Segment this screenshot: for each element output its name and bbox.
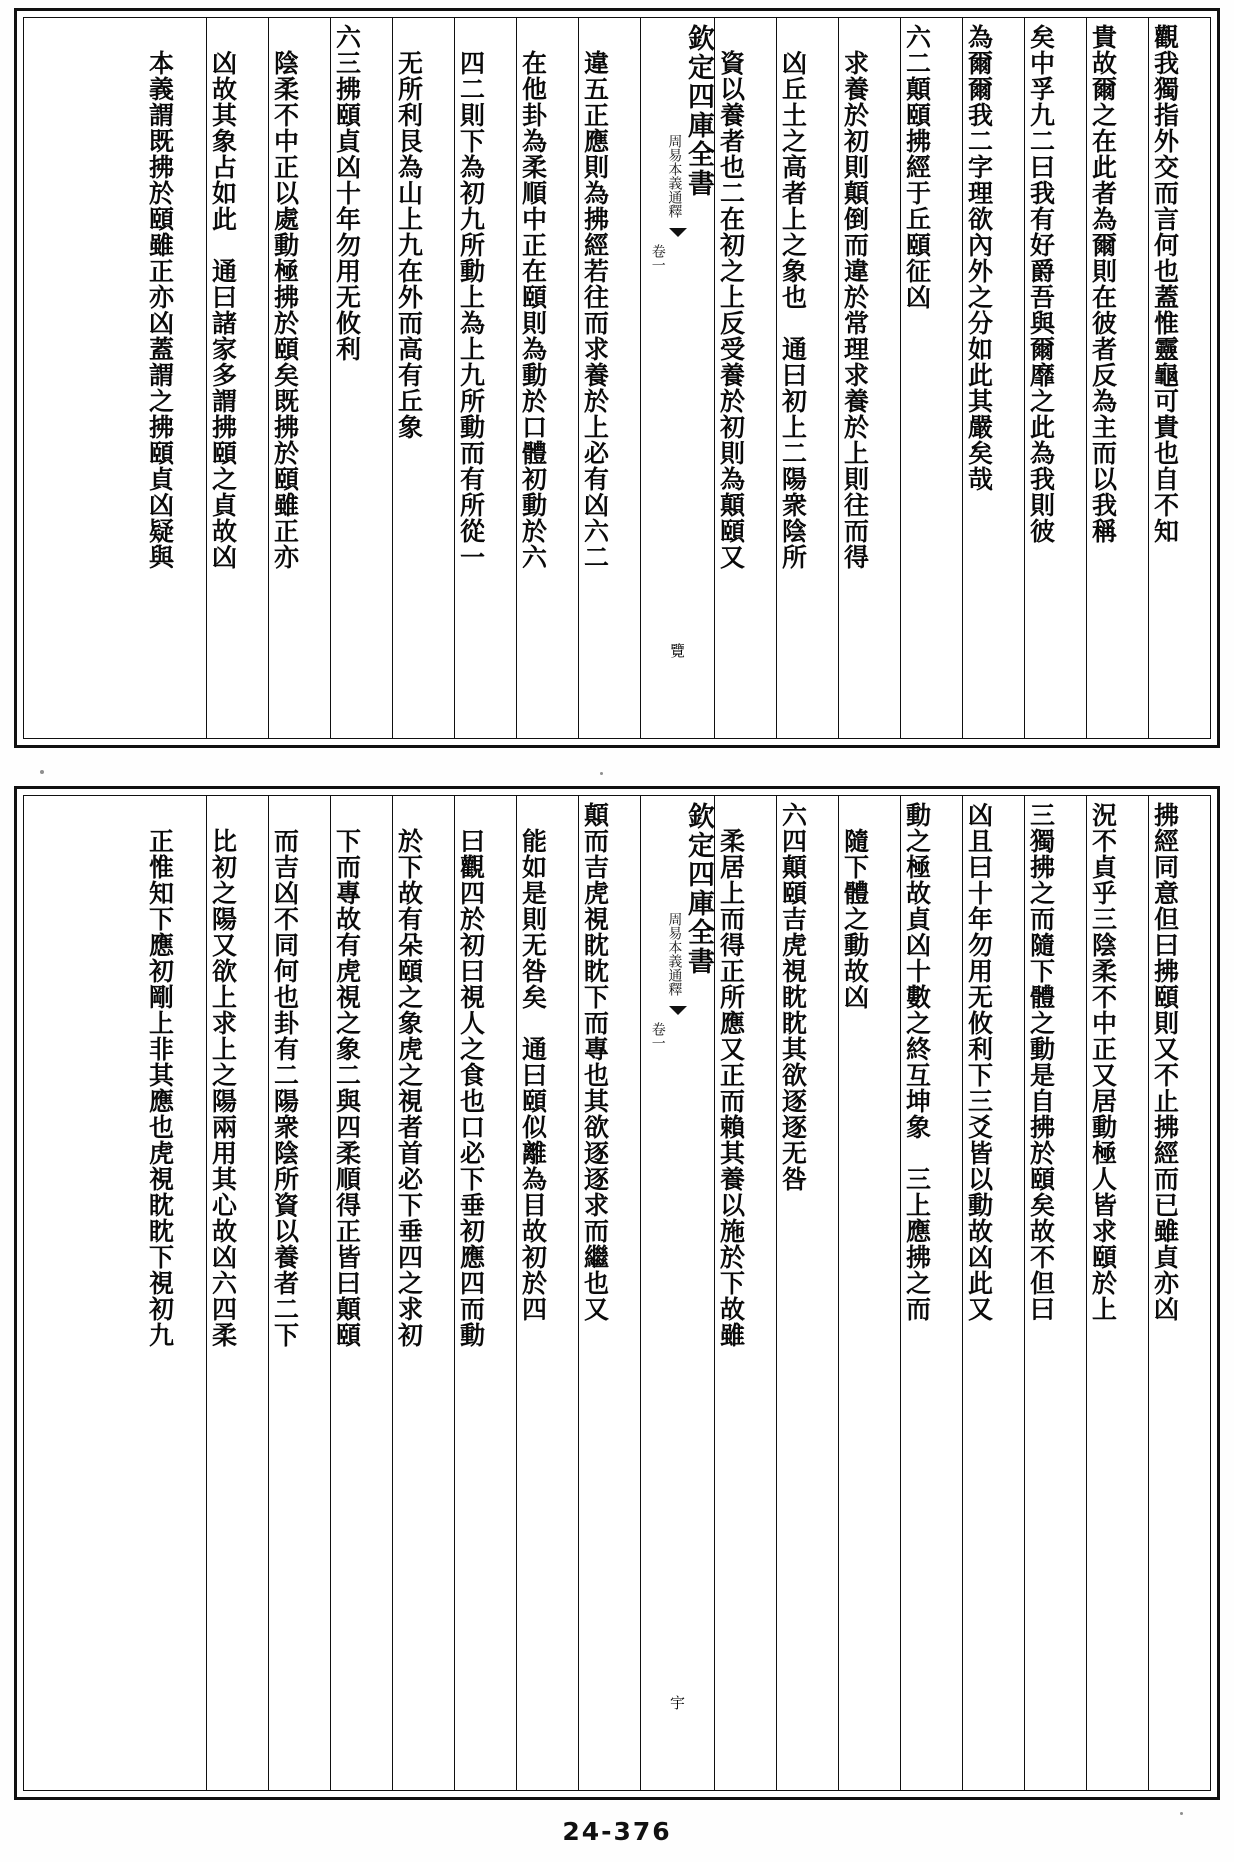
text-column: 在他卦為柔順中正在頤則為動於口體初動於六: [516, 18, 578, 738]
text-column: 比初之陽又欲上求上之陽兩用其心故凶六四柔: [206, 796, 268, 1790]
text-column: 於下故有朵頤之象虎之視者首必下垂四之求初: [392, 796, 454, 1790]
text-column: 為爾爾我二字理欲內外之分如此其嚴矣哉: [962, 18, 1024, 738]
series-title: 周易本義通釋: [666, 134, 683, 218]
text-column: 下而專故有虎視之象二與四柔順得正皆曰顛頤: [330, 796, 392, 1790]
text-column: 凶且曰十年勿用无攸利下三爻皆以動故凶此又: [962, 796, 1024, 1790]
scan-speck: [1180, 1812, 1183, 1815]
volume-title-column: [640, 18, 714, 738]
text-column: 凶丘土之高者上之象也 通曰初上二陽衆陰所: [776, 18, 838, 738]
text-column: 隨下體之動故凶: [838, 796, 900, 1790]
scan-speck: [600, 772, 603, 775]
leaf-text-area-top: [23, 17, 1211, 739]
leaf-text-area-bottom: [23, 795, 1211, 1791]
text-column: 資以養者也二在初之上反受養於初則為顛頤又: [714, 18, 776, 738]
text-column: 三獨拂之而隨下體之動是自拂於頤矣故不但曰: [1024, 796, 1086, 1790]
text-column: 正惟知下應初剛上非其應也虎視眈眈下視初九: [145, 828, 175, 1348]
leaf-block-bottom: [14, 786, 1220, 1800]
volume-title-column: [640, 796, 714, 1790]
text-column: 四二則下為初九所動上為上九所動而有所從一: [454, 18, 516, 738]
leaf-mark: 覽: [668, 643, 686, 658]
text-column-heading: 六二顛頤拂經于丘頤征凶: [900, 18, 962, 738]
text-column: 无所利艮為山上九在外而高有丘象: [392, 18, 454, 738]
volume-title: 欽定四庫全書: [683, 24, 714, 198]
juan-label: 卷一: [649, 1022, 666, 1050]
text-column: 貴故爾之在此者為爾則在彼者反為主而以我稱: [1086, 18, 1148, 738]
text-column: 柔居上而得正所應又正而賴其養以施於下故雖: [714, 796, 776, 1790]
diamond-ornament-icon: [669, 1006, 687, 1024]
text-column: 求養於初則顛倒而違於常理求養於上則往而得: [838, 18, 900, 738]
text-column: 曰觀四於初曰視人之食也口必下垂初應四而動: [454, 796, 516, 1790]
text-column: 況不貞乎三陰柔不中正又居動極人皆求頤於上: [1086, 796, 1148, 1790]
text-column-heading: 六四顛頤吉虎視眈眈其欲逐逐无咎: [776, 796, 838, 1790]
volume-title: 欽定四庫全書: [683, 802, 714, 976]
text-column: 拂經同意但曰拂頤則又不止拂經而已雖貞亦凶: [1148, 796, 1210, 1790]
text-column: 矣中孚九二曰我有好爵吾與爾靡之此為我則彼: [1024, 18, 1086, 738]
text-column: 而吉凶不同何也卦有二陽衆陰所資以養者二下: [268, 796, 330, 1790]
series-title: 周易本義通釋: [666, 912, 683, 996]
text-column: 凶故其象占如此 通曰諸家多謂拂頤之貞故凶: [206, 18, 268, 738]
text-column: 能如是則无咎矣 通曰頤似離為目故初於四: [516, 796, 578, 1790]
leaf-block-top: [14, 8, 1220, 748]
text-column: 本義謂既拂於頤雖正亦凶蓋謂之拂頤貞凶疑與: [145, 50, 175, 570]
page-number: 24-376: [562, 1817, 672, 1846]
text-column: 觀我獨指外交而言何也蓋惟靈龜可貴也自不知: [1148, 18, 1210, 738]
scan-speck: [40, 770, 44, 774]
text-column: 違五正應則為拂經若往而求養於上必有凶六二: [578, 18, 640, 738]
text-column: 陰柔不中正以處動極拂於頤矣既拂於頤雖正亦: [268, 18, 330, 738]
text-column-heading: 顛而吉虎視眈眈下而專也其欲逐逐求而繼也又: [578, 796, 640, 1790]
text-column-heading: 六三拂頤貞凶十年勿用无攸利: [330, 18, 392, 738]
diamond-ornament-icon: [669, 228, 687, 246]
leaf-mark: 宇: [668, 1695, 686, 1710]
text-column: 動之極故貞凶十數之終互坤象 三上應拂之而: [900, 796, 962, 1790]
juan-label: 卷一: [649, 244, 666, 272]
